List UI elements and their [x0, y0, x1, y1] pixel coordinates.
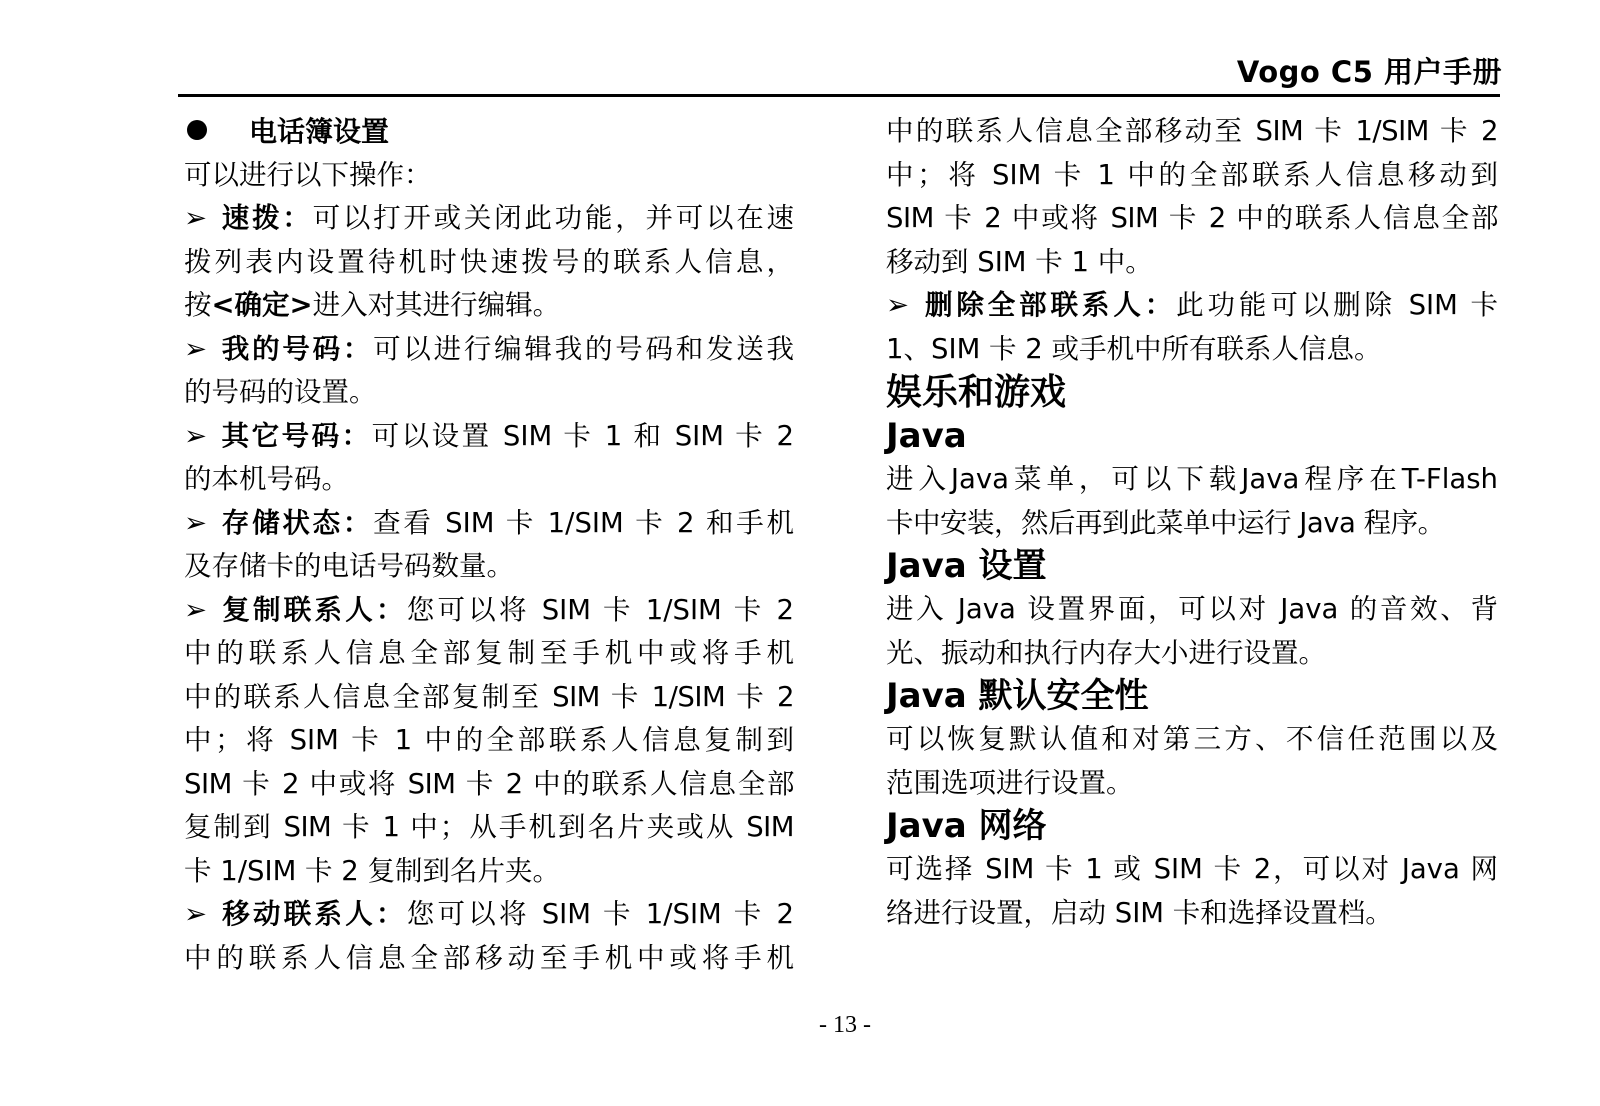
arrow-bullet-icon: ➢	[184, 898, 208, 930]
list-item-delete-all-contacts: ➢ 删除全部联系人：此功能可以删除 SIM 卡	[886, 289, 1498, 321]
left-column	[184, 110, 794, 980]
section-title-phonebook-settings: 电话簿设置	[184, 110, 794, 154]
arrow-bullet-icon: ➢	[184, 202, 208, 234]
list-item-text: 中的联系人信息全部复制至 SIM 卡 1/SIM 卡 2	[184, 680, 794, 713]
list-item-text: 的号码的设置。	[184, 376, 377, 408]
arrow-bullet-icon: ➢	[184, 593, 208, 626]
paragraph-text: 进入 Java 设置界面，可以对 Java 的音效、背	[886, 593, 1498, 625]
list-item-text: 拨列表内设置待机时快速拨号的联系人信息，	[184, 245, 794, 278]
paragraph-text: 进入Java菜单，可以下载Java程序在T-Flash	[886, 463, 1498, 495]
heading-java: Java	[886, 416, 967, 456]
arrow-bullet-icon: ➢	[184, 332, 208, 365]
list-item-text: SIM 卡 2 中或将 SIM 卡 2 中的联系人信息全部	[886, 202, 1498, 234]
paragraph-text: 络进行设置，启动 SIM 卡和选择设置档。	[886, 896, 1393, 929]
list-item-text: 复制到 SIM 卡 1 中；从手机到名片夹或从 SIM	[184, 811, 794, 843]
intro-text: 可以进行以下操作：	[184, 158, 432, 191]
heading-entertainment-games: 娱乐和游戏	[886, 372, 1067, 413]
list-item-text: 移动到 SIM 卡 1 中。	[886, 245, 1153, 278]
list-item-text: 卡 1/SIM 卡 2 复制到名片夹。	[184, 854, 561, 887]
page-number: - 13 -	[819, 1012, 871, 1038]
list-item-other-numbers: ➢ 其它号码：可以设置 SIM 卡 1 和 SIM 卡 2	[184, 419, 794, 452]
list-item-text: 中的联系人信息全部移动至手机中或将手机	[184, 941, 794, 974]
list-item-text: 的本机号码。	[184, 463, 349, 495]
list-item-speed-dial: ➢ 速拨：可以打开或关闭此功能，并可以在速	[184, 202, 794, 234]
paragraph-text: 可以恢复默认值和对第三方、不信任范围以及	[886, 723, 1498, 755]
list-item-text: 按<确定>进入对其进行编辑。	[184, 289, 561, 321]
paragraph-text: 可选择 SIM 卡 1 或 SIM 卡 2，可以对 Java 网	[886, 853, 1498, 885]
list-item-text: 中；将 SIM 卡 1 中的全部联系人信息复制到	[184, 724, 794, 756]
list-item-text: 中的联系人信息全部移动至 SIM 卡 1/SIM 卡 2	[886, 115, 1498, 147]
arrow-bullet-icon: ➢	[184, 506, 208, 539]
bullet-dot-icon	[187, 120, 207, 140]
right-column	[886, 110, 1498, 935]
paragraph-text: 范围选项进行设置。	[886, 766, 1134, 799]
list-item-move-contacts: ➢ 移动联系人：您可以将 SIM 卡 1/SIM 卡 2	[184, 898, 794, 930]
list-item-text: 中；将 SIM 卡 1 中的全部联系人信息移动到	[886, 158, 1498, 191]
page-header-title: Vogo C5 用户手册	[1236, 55, 1502, 89]
paragraph-text: 卡中安装，然后再到此菜单中运行 Java 程序。	[886, 506, 1445, 539]
list-item-copy-contacts: ➢ 复制联系人：您可以将 SIM 卡 1/SIM 卡 2	[184, 593, 794, 626]
heading-java-network: Java 网络	[886, 806, 1047, 846]
heading-java-default-security: Java 默认安全性	[886, 676, 1149, 716]
list-item-text: 中的联系人信息全部复制至手机中或将手机	[184, 637, 794, 669]
list-item-text: SIM 卡 2 中或将 SIM 卡 2 中的联系人信息全部	[184, 767, 794, 800]
arrow-bullet-icon: ➢	[184, 419, 208, 452]
header-rule	[178, 94, 1500, 97]
list-item-storage-status: ➢ 存储状态：查看 SIM 卡 1/SIM 卡 2 和手机	[184, 506, 794, 539]
arrow-bullet-icon: ➢	[886, 289, 910, 321]
list-item-text: 及存储卡的电话号码数量。	[184, 550, 514, 582]
list-item-text: 1、SIM 卡 2 或手机中所有联系人信息。	[886, 332, 1382, 365]
list-item-my-number: ➢ 我的号码：可以进行编辑我的号码和发送我	[184, 332, 794, 365]
paragraph-text: 光、振动和执行内存大小进行设置。	[886, 636, 1326, 669]
heading-java-settings: Java 设置	[886, 546, 1047, 586]
